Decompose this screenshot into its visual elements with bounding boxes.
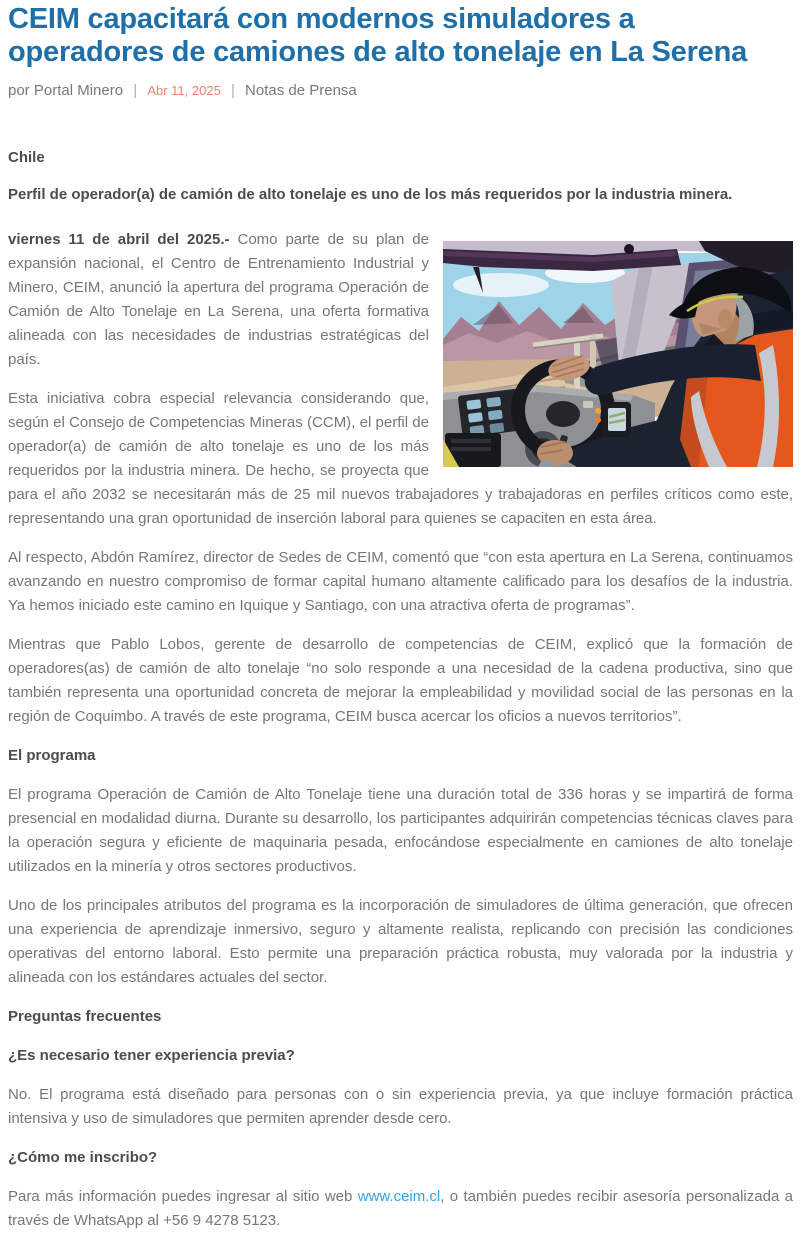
article-body: [8, 146, 793, 1233]
paragraph-program-details: El programa Operación de Camión de Alto Tonelaje tiene una duración total de 336 horas y se impartirá de forma presencial en modalidad diurna. Durante su desarrollo, los participantes adquirirán competencias técnicas claves para la operación segura y eficiente de maquinaria pesada, enfocándose especialmente en camiones de alto tonelaje utilizados en la minería y otros sectores productivos.: [8, 786, 793, 876]
paragraph-quote-ramirez: Al respecto, Abdón Ramírez, director de Sedes de CEIM, comentó que “con esta apertura en La Serena, continuamos avanzando en nuestro compromiso de formar capital humano altamente calificado para los desafíos de la industria. Ya hemos iniciado este camino en Iquique y Santiago, con una atractiva oferta de programas”.: [8, 549, 793, 615]
paragraph-intro-text: Como parte de su plan de expansión nacional, el Centro de Entrenamiento Industrial y Minero, CEIM, anunció la apertura del programa Operación de Camión de Alto Tonelaje en La Serena, una oferta formativa alineada con las necesidades de industrias estratégicas del país.: [8, 231, 429, 369]
ceim-website-link[interactable]: www.ceim.cl: [357, 1188, 441, 1206]
page-title: [8, 3, 793, 70]
page-title-line1: CEIM capacitará con modernos simuladores a: [8, 3, 635, 35]
date-lead: viernes 11 de abril del 2025.-: [8, 231, 230, 249]
page-title-line2: operadores de camiones de alto tonelaje en La Serena: [8, 36, 748, 69]
category-link[interactable]: Notas de Prensa: [245, 81, 357, 99]
faq-answer-enroll-post: , o también puedes recibir asesoría personalizada a través de WhatsApp al +56 9 4278 5123.: [8, 1188, 793, 1230]
country-label: Chile: [8, 149, 45, 167]
faq-question-experience: ¿Es necesario tener experiencia previa?: [8, 1047, 295, 1065]
paragraph-simulators: Uno de los principales atributos del programa es la incorporación de simuladores de última generación, que ofrecen una experiencia de aprendizaje inmersivo, seguro y altamente realista, replicando con precisión las condiciones operativas del entorno laboral. Esto permite una preparación práctica robusta, muy valorada por la industria y alineada con los estándares actuales del sector.: [8, 897, 793, 987]
paragraph-quote-lobos: Mientras que Pablo Lobos, gerente de desarrollo de competencias de CEIM, explicó que la formación de operadores(as) de camión de alto tonelaje “no solo responde a una necesidad de la cadena productiva, sino que también representa una oportunidad concreta de mejorar la empleabilidad y movilidad social de las personas en la región de Coquimbo. A través de este programa, CEIM busca acercar los oficios a nuevos territorios”.: [8, 636, 793, 726]
paragraph-ccm: Esta iniciativa cobra especial relevancia considerando que, según el Consejo de Competencias Mineras (CCM), el perfil de operador(a) de camión de alto tonelaje es uno de los más requeridos por la industria minera. De hecho, se proyecta que para el año 2032 se necesitarán más de 25 mil nuevos trabajadores y trabajadoras en perfiles críticos como este, representando una gran oportunidad de inserción laboral para quienes se capaciten en esta área.: [8, 390, 793, 528]
byline-separator: |: [230, 81, 235, 99]
post-date: Abr 11, 2025: [147, 82, 221, 98]
heading-faq: Preguntas frecuentes: [8, 1008, 162, 1026]
heading-program: El programa: [8, 747, 96, 765]
byline-prefix: por: [8, 81, 30, 99]
simulator-photo-illustration: [443, 241, 793, 467]
faq-answer-experience: No. El programa está diseñado para personas con o sin experiencia previa, ya que incluye formación práctica intensiva y uso de simuladores que permiten aprender desde cero.: [8, 1086, 793, 1128]
byline: [8, 81, 793, 101]
faq-answer-enroll: [8, 1185, 793, 1233]
faq-question-enroll: ¿Cómo me inscribo?: [8, 1149, 158, 1167]
article-subtitle: Perfil de operador(a) de camión de alto tonelaje es uno de los más requeridos por la industria minera.: [8, 186, 733, 204]
simulator-photo: [443, 241, 793, 467]
byline-separator: |: [133, 81, 138, 99]
author-link[interactable]: Portal Minero: [33, 81, 124, 99]
faq-answer-enroll-pre: Para más información puedes ingresar al sitio web: [8, 1188, 358, 1206]
